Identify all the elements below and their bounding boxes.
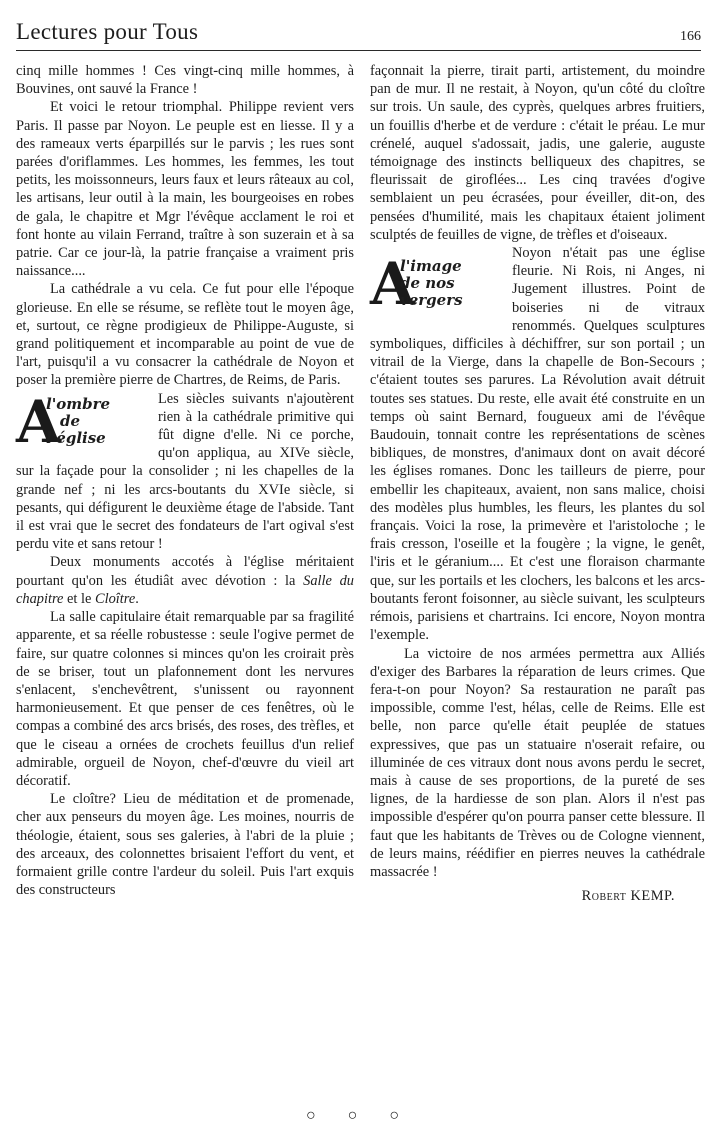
text-run: Deux monuments accotés à l'église méritaient pourtant qu'on les étudiât avec dévotion : la bbox=[16, 554, 354, 589]
text-run: . bbox=[135, 590, 139, 607]
paragraph bbox=[16, 553, 354, 608]
author-signature: Robert KEMP. bbox=[581, 888, 675, 905]
page-header bbox=[16, 18, 701, 52]
paragraph: Et voici le retour triomphal. Philippe revient vers Paris. Il passe par Noyon. Le peuple est en liesse. Il y a des rameaux verts éparpillés sur le parvis ; les rues sont parées d'oriflammes. Les hommes, les femmes, les tout petits, les moissonneurs, leurs faux et leurs râteaux au col, les artisans, leur outil à la main, les bourgeoises en robes de gala, le chapitre et Mgr l'évêque acclament le roi et font honte au vilain Ferrand, traître à son suzerain et à sa patrie. Car ce jour-là, la patrie française a vraiment pris naissance.... bbox=[16, 99, 354, 280]
paragraph: Noyon n'était pas une église fleurie. Ni Rois, ni Anges, ni Jugement illustres. Point de boiseries ni de vitraux renommés. Quelques sculptures symboliques, difficiles à déchiffrer, sur son portail ; un vitrail de la Vierge, dans la chapelle de Bon-Secours ; c'étaient toutes ses parures. La Révolution avait détruit toutes ses statues. Du reste, elle avait été construite en un temps où saint Bernard, fougueux ami de l'évêque Baudouin, tonnait contre les représentations de scènes bibliques, de monstres, d'animaux dont on avait décoré les églises romanes. Donc les tailleurs de pierre, pour embellir les chapiteaux, avaient, non sans malice, choisi des modèles plus humbles, les fleurs, les plantes du sol français. Voici la rose, la primevère et l'aristoloche ; le frais cresson, l'oseille et la fougère ; la vigne, le genêt, l'iris et le géranium.... Et c'est une floraison charmante que, sur les portails et les clochers, les balcons et les arcs-boutants feront foisonner, au siècle suivant, les sculpteurs rémois, parisiens et chartrains. Ici encore, Noyon montra l'exemple. bbox=[370, 245, 705, 644]
right-column bbox=[370, 62, 705, 905]
header-rule bbox=[16, 50, 701, 51]
italic-title-cloitre: Cloître bbox=[95, 590, 136, 607]
paragraph: La victoire de nos armées permettra aux Alliés d'exiger des Barbares la réparation de leurs crimes. Que fera-t-on pour Noyon? Sa restauration ne paraît pas impossible, comme l'est, hélas, celle de Reims. Elle est belle, non parce qu'elle était peuplée de statues expressives, que pas un statuaire n'oserait refaire, ou illuminée de ces vitraux dont nous avons perdu le secret, mais à cause de ses proportions, de la pureté de ses lignes, de la hardiesse de son plan. Alors il n'est pas impossible d'espérer qu'on pourra panser cette blessure. Il faut que les habitants de Trèves ou de Cologne viennent, de leurs mains, réédifier en pierres neuves la cathédrale massacrée ! bbox=[370, 645, 705, 880]
section-heading-ombre bbox=[16, 387, 148, 458]
heading-line: vergers bbox=[400, 291, 463, 310]
heading-line: de nos bbox=[400, 274, 455, 293]
paragraph: cinq mille hommes ! Ces vingt-cinq mille hommes, à Bouvines, ont sauvé la France ! bbox=[16, 63, 354, 98]
footer-ornament: ○ ○ ○ bbox=[306, 1107, 413, 1124]
drop-cap: A bbox=[370, 250, 416, 319]
heading-line: l'église bbox=[46, 428, 106, 447]
paragraph: Le cloître? Lieu de méditation et de promenade, cher aux penseurs du moyen âge. Les moines, nourris de théologie, étaient, sous ses galeries, à l'abri de la pluie ; des arceaux, des colonnettes brisaient l'effort du vent, et formaient grille contre l'ardeur du soleil. Puis l'art exquis des constructeurs bbox=[16, 791, 354, 899]
paragraph: façonnait la pierre, tirait parti, artistement, du moindre pan de mur. Il ne restait, à Noyon, qu'un côté du cloître sur trois. Un saule, des cyprès, quelques arbres fruitiers, un fouillis d'herbe et de verdure : c'était le préau. Le mur crénelé, auquel s'adossait, jadis, une galerie, auguste témoignage des instincts belliqueux des chapitres, se fleurissait de giroflées... Les cinq travées d'ogive semblaient un peu écrasées, pour éveiller, dit-on, des pensées d'humilité, mais les chapitaux étaient joliment sculptés de feuilles de vigne, de trèfles et d'oiseaux. bbox=[370, 63, 705, 243]
italic-title-salle: Salle du chapitre bbox=[16, 572, 355, 607]
heading-line: de bbox=[60, 411, 81, 430]
heading-line: l'image bbox=[400, 257, 462, 276]
paragraph: La salle capitulaire était remarquable par sa fragilité apparente, et sa réelle robustesse : seule l'ogive permet de faire, sur quatre colonnes si minces qu'on les croirait près de se briser, tout un plafonnement dont les nervures s'enlacent, s'enchevêtrent, s'unissent ou rayonnent harmonieusement. Et que penser de ces fenêtres, où le compas a combiné des arcs brisés, des roses, des trèfles, et que le ciseau a ornées de crochets feuillus d'un relief admirable, orgueil de Noyon, chef-d'œuvre du vieil art décoratif. bbox=[16, 609, 354, 789]
magazine-title: Lectures pour Tous bbox=[16, 19, 199, 44]
section-heading-vergers bbox=[370, 250, 502, 320]
heading-line: l'ombre bbox=[46, 394, 111, 413]
left-column bbox=[16, 62, 354, 899]
paragraph: La cathédrale a vu cela. Ce fut pour elle l'époque glorieuse. En elle se résume, se reflète tout le moyen âge, et, surtout, ce règne prodigieux de Philippe-Auguste, si grand politiquement et incomparable au point de vue de l'art, puisqu'il a vu consacrer la cathédrale de Noyon et poser la première pierre de Chartres, de Reims, de Paris. bbox=[16, 281, 354, 389]
drop-cap: A bbox=[16, 387, 62, 456]
text-run: et le bbox=[63, 590, 96, 607]
paragraph: Les siècles suivants n'ajoutèrent rien à la cathédrale primitive qui fût digne d'elle. Ni ce porche, qu'on appliqua, au XIVe siècle, sur la façade pour la consolider ; ni les chapelles de la grande nef ; ni les arcs-boutants du XVIe siècle, si pesants, qui défigurent le deuxième étage de l'abside. Tant il est vrai que le secret des fondateurs de l'art ogival s'est perdu vite et sans retour ! bbox=[16, 390, 354, 553]
page-number: 166 bbox=[680, 29, 701, 44]
